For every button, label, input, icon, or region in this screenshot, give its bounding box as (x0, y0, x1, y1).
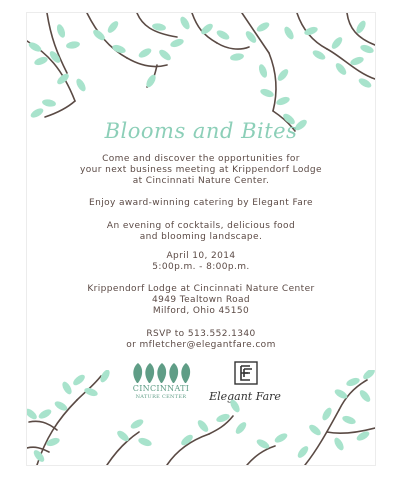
nature-center-sub: NATURE CENTER (135, 394, 187, 400)
top-branch-foliage-icon (27, 13, 375, 133)
event-title: Blooms and Bites (104, 119, 298, 143)
address-line-1: Krippendorf Lodge at Cincinnati Nature Center (87, 284, 315, 294)
intro-line-3: at Cincinnati Nature Center. (132, 176, 270, 186)
intro-line-1: Come and discover the opportunities for (102, 154, 300, 164)
address-line-2: 4949 Tealtown Road (151, 295, 251, 305)
catering-line: Enjoy award-winning catering by Elegant Fare (89, 198, 313, 208)
event-date: April 10, 2014 (166, 251, 236, 261)
rsvp-email: or mfletcher@elegantfare.com (126, 340, 276, 350)
invitation-card (26, 12, 376, 466)
evening-line-1: An evening of cocktails, delicious food (106, 221, 296, 231)
evening-line-2: and blooming landscape. (139, 232, 263, 242)
bottom-branch-foliage-icon (27, 370, 375, 465)
intro-line-2: your next business meeting at Krippendorf Lodge (80, 165, 322, 175)
event-time: 5:00p.m. - 8:00p.m. (152, 262, 250, 272)
address-line-3: Milford, Ohio 45150 (152, 306, 250, 316)
nature-center-name: CINCINNATI (132, 384, 190, 393)
elegant-fare-name: Elegant Fare (209, 390, 281, 403)
rsvp-phone: RSVP to 513.552.1340 (146, 329, 256, 339)
